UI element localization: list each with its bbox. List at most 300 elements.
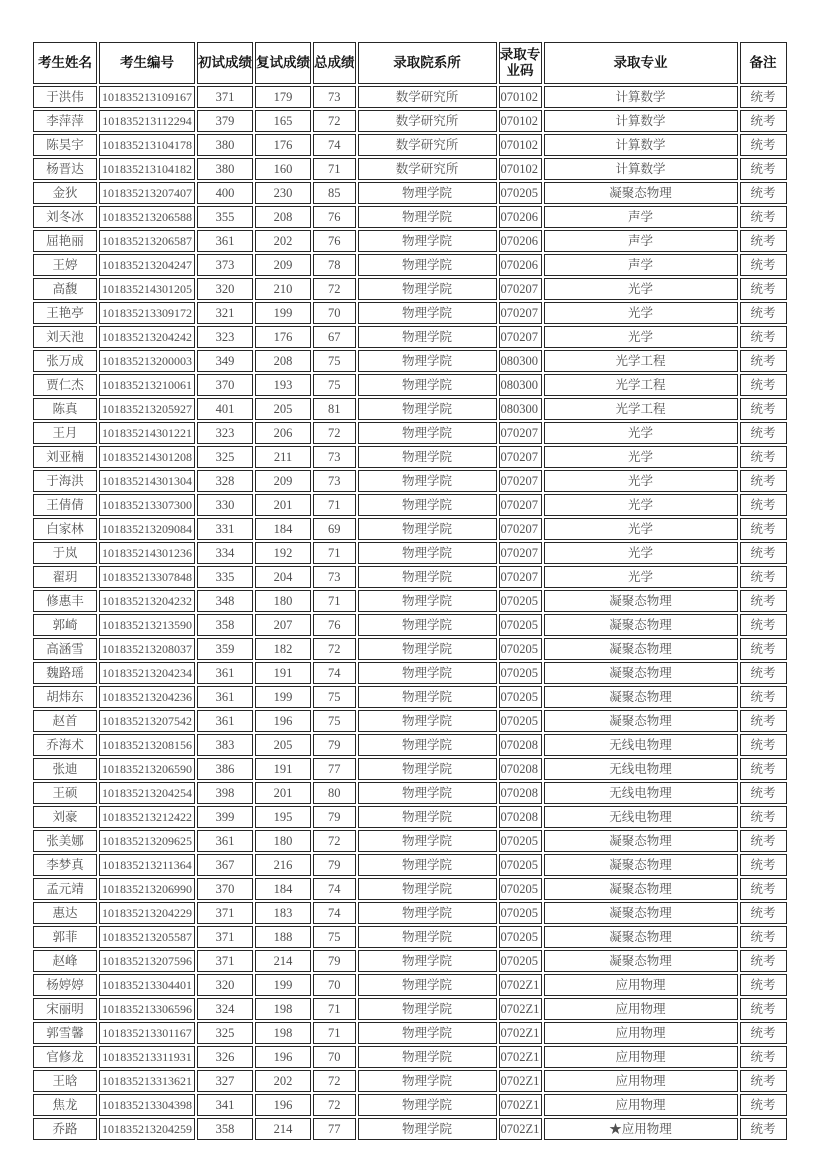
cell-score1: 325 <box>197 1022 253 1044</box>
cell-major: 无线电物理 <box>544 758 738 780</box>
cell-score2: 183 <box>255 902 311 924</box>
cell-major_code: 0702Z1 <box>499 1118 542 1140</box>
cell-note: 统考 <box>740 326 787 348</box>
cell-major_code: 070208 <box>499 758 542 780</box>
cell-score1: 371 <box>197 926 253 948</box>
table-header <box>33 42 787 84</box>
cell-major_code: 0702Z1 <box>499 998 542 1020</box>
cell-note: 统考 <box>740 614 787 636</box>
cell-id: 101835213306596 <box>99 998 195 1020</box>
cell-score2: 208 <box>255 206 311 228</box>
cell-score2: 191 <box>255 758 311 780</box>
cell-name: 王倩倩 <box>33 494 97 516</box>
cell-score2: 165 <box>255 110 311 132</box>
cell-score1: 359 <box>197 638 253 660</box>
cell-score2: 179 <box>255 86 311 108</box>
cell-score2: 196 <box>255 1094 311 1116</box>
cell-note: 统考 <box>740 998 787 1020</box>
cell-dept: 物理学院 <box>358 878 497 900</box>
cell-name: 王婷 <box>33 254 97 276</box>
cell-major: 光学 <box>544 302 738 324</box>
cell-id: 101835213200003 <box>99 350 195 372</box>
cell-major_code: 0702Z1 <box>499 974 542 996</box>
cell-total: 81 <box>313 398 356 420</box>
cell-major_code: 070207 <box>499 302 542 324</box>
cell-note: 统考 <box>740 638 787 660</box>
cell-dept: 物理学院 <box>358 1022 497 1044</box>
cell-name: 孟元靖 <box>33 878 97 900</box>
cell-id: 101835213309172 <box>99 302 195 324</box>
cell-major_code: 070102 <box>499 158 542 180</box>
table-row <box>33 950 787 972</box>
cell-note: 统考 <box>740 158 787 180</box>
cell-major: 凝聚态物理 <box>544 686 738 708</box>
cell-score1: 371 <box>197 902 253 924</box>
cell-id: 101835213206590 <box>99 758 195 780</box>
cell-note: 统考 <box>740 686 787 708</box>
table-row <box>33 1022 787 1044</box>
cell-id: 101835214301304 <box>99 470 195 492</box>
cell-score1: 371 <box>197 950 253 972</box>
cell-note: 统考 <box>740 758 787 780</box>
cell-major_code: 070208 <box>499 734 542 756</box>
cell-note: 统考 <box>740 710 787 732</box>
cell-total: 79 <box>313 734 356 756</box>
column-header-note: 备注 <box>740 42 787 84</box>
table-row <box>33 446 787 468</box>
cell-dept: 物理学院 <box>358 638 497 660</box>
table-row <box>33 110 787 132</box>
cell-dept: 物理学院 <box>358 1070 497 1092</box>
cell-score2: 205 <box>255 398 311 420</box>
cell-major_code: 070205 <box>499 830 542 852</box>
cell-total: 76 <box>313 614 356 636</box>
cell-note: 统考 <box>740 974 787 996</box>
cell-name: 王月 <box>33 422 97 444</box>
cell-major: 凝聚态物理 <box>544 950 738 972</box>
cell-major_code: 070205 <box>499 926 542 948</box>
column-header-score1: 初试成绩 <box>197 42 253 84</box>
cell-score1: 323 <box>197 326 253 348</box>
cell-note: 统考 <box>740 950 787 972</box>
cell-major_code: 070205 <box>499 710 542 732</box>
cell-major_code: 070205 <box>499 638 542 660</box>
cell-major_code: 070208 <box>499 782 542 804</box>
cell-total: 80 <box>313 782 356 804</box>
cell-major: 计算数学 <box>544 158 738 180</box>
table-row <box>33 566 787 588</box>
cell-dept: 物理学院 <box>358 1118 497 1140</box>
cell-name: 李梦真 <box>33 854 97 876</box>
cell-total: 85 <box>313 182 356 204</box>
cell-note: 统考 <box>740 878 787 900</box>
cell-name: 于海洪 <box>33 470 97 492</box>
cell-major: 光学 <box>544 542 738 564</box>
cell-note: 统考 <box>740 182 787 204</box>
cell-score2: 214 <box>255 1118 311 1140</box>
cell-dept: 物理学院 <box>358 734 497 756</box>
cell-score2: 202 <box>255 230 311 252</box>
cell-total: 72 <box>313 638 356 660</box>
cell-major: 应用物理 <box>544 998 738 1020</box>
cell-note: 统考 <box>740 350 787 372</box>
cell-id: 101835213204247 <box>99 254 195 276</box>
cell-note: 统考 <box>740 926 787 948</box>
cell-dept: 物理学院 <box>358 974 497 996</box>
cell-dept: 物理学院 <box>358 374 497 396</box>
cell-dept: 物理学院 <box>358 590 497 612</box>
cell-name: 张美娜 <box>33 830 97 852</box>
cell-score1: 325 <box>197 446 253 468</box>
cell-major_code: 070102 <box>499 86 542 108</box>
cell-id: 101835213204242 <box>99 326 195 348</box>
cell-major: 无线电物理 <box>544 782 738 804</box>
cell-total: 79 <box>313 806 356 828</box>
cell-id: 101835213307300 <box>99 494 195 516</box>
table-row <box>33 902 787 924</box>
cell-score1: 361 <box>197 830 253 852</box>
cell-score1: 335 <box>197 566 253 588</box>
cell-dept: 物理学院 <box>358 614 497 636</box>
cell-score2: 199 <box>255 686 311 708</box>
cell-major: 凝聚态物理 <box>544 182 738 204</box>
cell-score1: 367 <box>197 854 253 876</box>
cell-note: 统考 <box>740 86 787 108</box>
column-header-id: 考生编号 <box>99 42 195 84</box>
cell-total: 73 <box>313 470 356 492</box>
cell-name: 高馥 <box>33 278 97 300</box>
table-row <box>33 830 787 852</box>
cell-dept: 物理学院 <box>358 470 497 492</box>
cell-name: 宋丽明 <box>33 998 97 1020</box>
cell-id: 101835213206588 <box>99 206 195 228</box>
cell-name: 胡炜东 <box>33 686 97 708</box>
table-body <box>33 86 787 1140</box>
cell-major: 凝聚态物理 <box>544 926 738 948</box>
cell-major_code: 070205 <box>499 950 542 972</box>
cell-score2: 210 <box>255 278 311 300</box>
cell-major: 凝聚态物理 <box>544 878 738 900</box>
cell-note: 统考 <box>740 446 787 468</box>
cell-id: 101835213311931 <box>99 1046 195 1068</box>
cell-score1: 401 <box>197 398 253 420</box>
cell-score2: 201 <box>255 782 311 804</box>
cell-score2: 216 <box>255 854 311 876</box>
cell-score2: 214 <box>255 950 311 972</box>
table-row <box>33 1046 787 1068</box>
cell-score1: 321 <box>197 302 253 324</box>
cell-score1: 370 <box>197 878 253 900</box>
cell-score1: 324 <box>197 998 253 1020</box>
cell-id: 101835213313621 <box>99 1070 195 1092</box>
cell-id: 101835214301205 <box>99 278 195 300</box>
cell-id: 101835213307848 <box>99 566 195 588</box>
cell-name: 张万成 <box>33 350 97 372</box>
cell-total: 77 <box>313 1118 356 1140</box>
cell-id: 101835213211364 <box>99 854 195 876</box>
cell-major_code: 070207 <box>499 566 542 588</box>
cell-score1: 334 <box>197 542 253 564</box>
cell-id: 101835213213590 <box>99 614 195 636</box>
cell-major_code: 080300 <box>499 398 542 420</box>
cell-dept: 物理学院 <box>358 230 497 252</box>
cell-score2: 160 <box>255 158 311 180</box>
cell-name: 翟玥 <box>33 566 97 588</box>
cell-major_code: 070207 <box>499 326 542 348</box>
cell-name: 张迪 <box>33 758 97 780</box>
cell-name: 杨晋达 <box>33 158 97 180</box>
cell-id: 101835213205587 <box>99 926 195 948</box>
cell-score2: 209 <box>255 254 311 276</box>
cell-total: 73 <box>313 446 356 468</box>
cell-score1: 400 <box>197 182 253 204</box>
cell-major_code: 070206 <box>499 206 542 228</box>
cell-dept: 物理学院 <box>358 758 497 780</box>
cell-total: 79 <box>313 854 356 876</box>
cell-total: 72 <box>313 1094 356 1116</box>
cell-total: 75 <box>313 374 356 396</box>
cell-name: 刘冬冰 <box>33 206 97 228</box>
cell-major_code: 080300 <box>499 350 542 372</box>
cell-major: 凝聚态物理 <box>544 854 738 876</box>
cell-note: 统考 <box>740 1070 787 1092</box>
cell-name: 杨婷婷 <box>33 974 97 996</box>
admission-results-table <box>31 40 789 1142</box>
cell-total: 72 <box>313 110 356 132</box>
cell-total: 71 <box>313 998 356 1020</box>
cell-note: 统考 <box>740 542 787 564</box>
cell-total: 67 <box>313 326 356 348</box>
column-header-score2: 复试成绩 <box>255 42 311 84</box>
cell-total: 69 <box>313 518 356 540</box>
cell-name: 赵首 <box>33 710 97 732</box>
cell-dept: 物理学院 <box>358 950 497 972</box>
cell-id: 101835213109167 <box>99 86 195 108</box>
cell-note: 统考 <box>740 134 787 156</box>
cell-dept: 物理学院 <box>358 302 497 324</box>
table-row <box>33 398 787 420</box>
cell-total: 77 <box>313 758 356 780</box>
cell-score2: 188 <box>255 926 311 948</box>
cell-total: 74 <box>313 902 356 924</box>
cell-major: 应用物理 <box>544 1094 738 1116</box>
cell-major: ★应用物理 <box>544 1118 738 1140</box>
cell-score1: 361 <box>197 662 253 684</box>
cell-major_code: 0702Z1 <box>499 1094 542 1116</box>
table-row <box>33 974 787 996</box>
cell-major: 光学工程 <box>544 374 738 396</box>
cell-score2: 196 <box>255 1046 311 1068</box>
column-header-major: 录取专业 <box>544 42 738 84</box>
cell-major_code: 070102 <box>499 134 542 156</box>
cell-total: 70 <box>313 1046 356 1068</box>
cell-id: 101835213204234 <box>99 662 195 684</box>
cell-major: 声学 <box>544 206 738 228</box>
cell-id: 101835213112294 <box>99 110 195 132</box>
table-row <box>33 662 787 684</box>
cell-total: 76 <box>313 230 356 252</box>
cell-score1: 373 <box>197 254 253 276</box>
cell-score1: 358 <box>197 1118 253 1140</box>
cell-score1: 370 <box>197 374 253 396</box>
cell-major: 声学 <box>544 230 738 252</box>
cell-major_code: 070206 <box>499 254 542 276</box>
table-row <box>33 350 787 372</box>
cell-note: 统考 <box>740 1022 787 1044</box>
cell-major: 计算数学 <box>544 110 738 132</box>
cell-total: 71 <box>313 158 356 180</box>
cell-total: 71 <box>313 1022 356 1044</box>
cell-dept: 物理学院 <box>358 662 497 684</box>
cell-dept: 数学研究所 <box>358 158 497 180</box>
cell-score2: 192 <box>255 542 311 564</box>
cell-note: 统考 <box>740 494 787 516</box>
cell-score2: 180 <box>255 830 311 852</box>
cell-dept: 物理学院 <box>358 1046 497 1068</box>
cell-major_code: 070207 <box>499 446 542 468</box>
cell-id: 101835213204232 <box>99 590 195 612</box>
cell-id: 101835213104182 <box>99 158 195 180</box>
cell-note: 统考 <box>740 566 787 588</box>
table-row <box>33 1070 787 1092</box>
cell-major_code: 070207 <box>499 422 542 444</box>
cell-dept: 物理学院 <box>358 806 497 828</box>
cell-score1: 328 <box>197 470 253 492</box>
cell-major_code: 0702Z1 <box>499 1070 542 1092</box>
cell-score2: 205 <box>255 734 311 756</box>
cell-dept: 物理学院 <box>358 902 497 924</box>
cell-score2: 202 <box>255 1070 311 1092</box>
table-row <box>33 854 787 876</box>
cell-id: 101835213205927 <box>99 398 195 420</box>
cell-name: 李萍萍 <box>33 110 97 132</box>
cell-name: 高涵雪 <box>33 638 97 660</box>
cell-dept: 物理学院 <box>358 854 497 876</box>
cell-id: 101835213204236 <box>99 686 195 708</box>
cell-score1: 331 <box>197 518 253 540</box>
table-row <box>33 926 787 948</box>
cell-name: 陈昊宇 <box>33 134 97 156</box>
cell-major: 光学 <box>544 326 738 348</box>
cell-score2: 199 <box>255 302 311 324</box>
cell-major_code: 070205 <box>499 182 542 204</box>
cell-total: 75 <box>313 710 356 732</box>
table-row <box>33 470 787 492</box>
cell-note: 统考 <box>740 1094 787 1116</box>
cell-score1: 361 <box>197 710 253 732</box>
cell-total: 78 <box>313 254 356 276</box>
cell-note: 统考 <box>740 422 787 444</box>
cell-dept: 物理学院 <box>358 782 497 804</box>
table-row <box>33 302 787 324</box>
cell-dept: 物理学院 <box>358 710 497 732</box>
cell-major_code: 080300 <box>499 374 542 396</box>
cell-score1: 371 <box>197 86 253 108</box>
cell-score2: 196 <box>255 710 311 732</box>
cell-name: 刘天池 <box>33 326 97 348</box>
cell-id: 101835213104178 <box>99 134 195 156</box>
cell-dept: 物理学院 <box>358 686 497 708</box>
cell-score1: 320 <box>197 278 253 300</box>
cell-major_code: 070207 <box>499 470 542 492</box>
column-header-dept: 录取院系所 <box>358 42 497 84</box>
cell-note: 统考 <box>740 1118 787 1140</box>
cell-dept: 物理学院 <box>358 998 497 1020</box>
cell-score1: 380 <box>197 134 253 156</box>
cell-major_code: 0702Z1 <box>499 1046 542 1068</box>
cell-major_code: 070102 <box>499 110 542 132</box>
table-row <box>33 998 787 1020</box>
cell-total: 71 <box>313 590 356 612</box>
cell-score2: 201 <box>255 494 311 516</box>
cell-id: 101835213204229 <box>99 902 195 924</box>
table-row <box>33 518 787 540</box>
cell-name: 屈艳丽 <box>33 230 97 252</box>
cell-name: 于洪伟 <box>33 86 97 108</box>
cell-note: 统考 <box>740 518 787 540</box>
cell-major: 光学 <box>544 422 738 444</box>
cell-major: 凝聚态物理 <box>544 638 738 660</box>
cell-name: 王艳亭 <box>33 302 97 324</box>
cell-score2: 184 <box>255 518 311 540</box>
cell-note: 统考 <box>740 782 787 804</box>
cell-major_code: 070205 <box>499 614 542 636</box>
table-row <box>33 758 787 780</box>
cell-id: 101835213208037 <box>99 638 195 660</box>
cell-total: 75 <box>313 686 356 708</box>
cell-major: 计算数学 <box>544 134 738 156</box>
table-row <box>33 1094 787 1116</box>
cell-dept: 物理学院 <box>358 350 497 372</box>
column-header-name: 考生姓名 <box>33 42 97 84</box>
cell-major: 应用物理 <box>544 1046 738 1068</box>
cell-major: 声学 <box>544 254 738 276</box>
cell-id: 101835214301236 <box>99 542 195 564</box>
cell-score1: 398 <box>197 782 253 804</box>
cell-major_code: 070205 <box>499 662 542 684</box>
table-row <box>33 86 787 108</box>
cell-score1: 349 <box>197 350 253 372</box>
cell-total: 73 <box>313 566 356 588</box>
cell-score1: 330 <box>197 494 253 516</box>
cell-name: 王晗 <box>33 1070 97 1092</box>
cell-id: 101835214301221 <box>99 422 195 444</box>
cell-note: 统考 <box>740 110 787 132</box>
cell-name: 贾仁杰 <box>33 374 97 396</box>
cell-note: 统考 <box>740 902 787 924</box>
cell-score2: 230 <box>255 182 311 204</box>
cell-score2: 209 <box>255 470 311 492</box>
table-row <box>33 494 787 516</box>
cell-name: 金狄 <box>33 182 97 204</box>
cell-note: 统考 <box>740 206 787 228</box>
cell-note: 统考 <box>740 254 787 276</box>
column-header-major_code: 录取专业码 <box>499 42 542 84</box>
cell-major_code: 070206 <box>499 230 542 252</box>
table-row <box>33 374 787 396</box>
cell-dept: 物理学院 <box>358 1094 497 1116</box>
cell-note: 统考 <box>740 806 787 828</box>
cell-major_code: 070205 <box>499 590 542 612</box>
cell-note: 统考 <box>740 590 787 612</box>
cell-id: 101835213204259 <box>99 1118 195 1140</box>
cell-name: 乔海术 <box>33 734 97 756</box>
cell-score2: 207 <box>255 614 311 636</box>
cell-score1: 348 <box>197 590 253 612</box>
cell-score1: 327 <box>197 1070 253 1092</box>
cell-major_code: 070205 <box>499 902 542 924</box>
table-row <box>33 806 787 828</box>
